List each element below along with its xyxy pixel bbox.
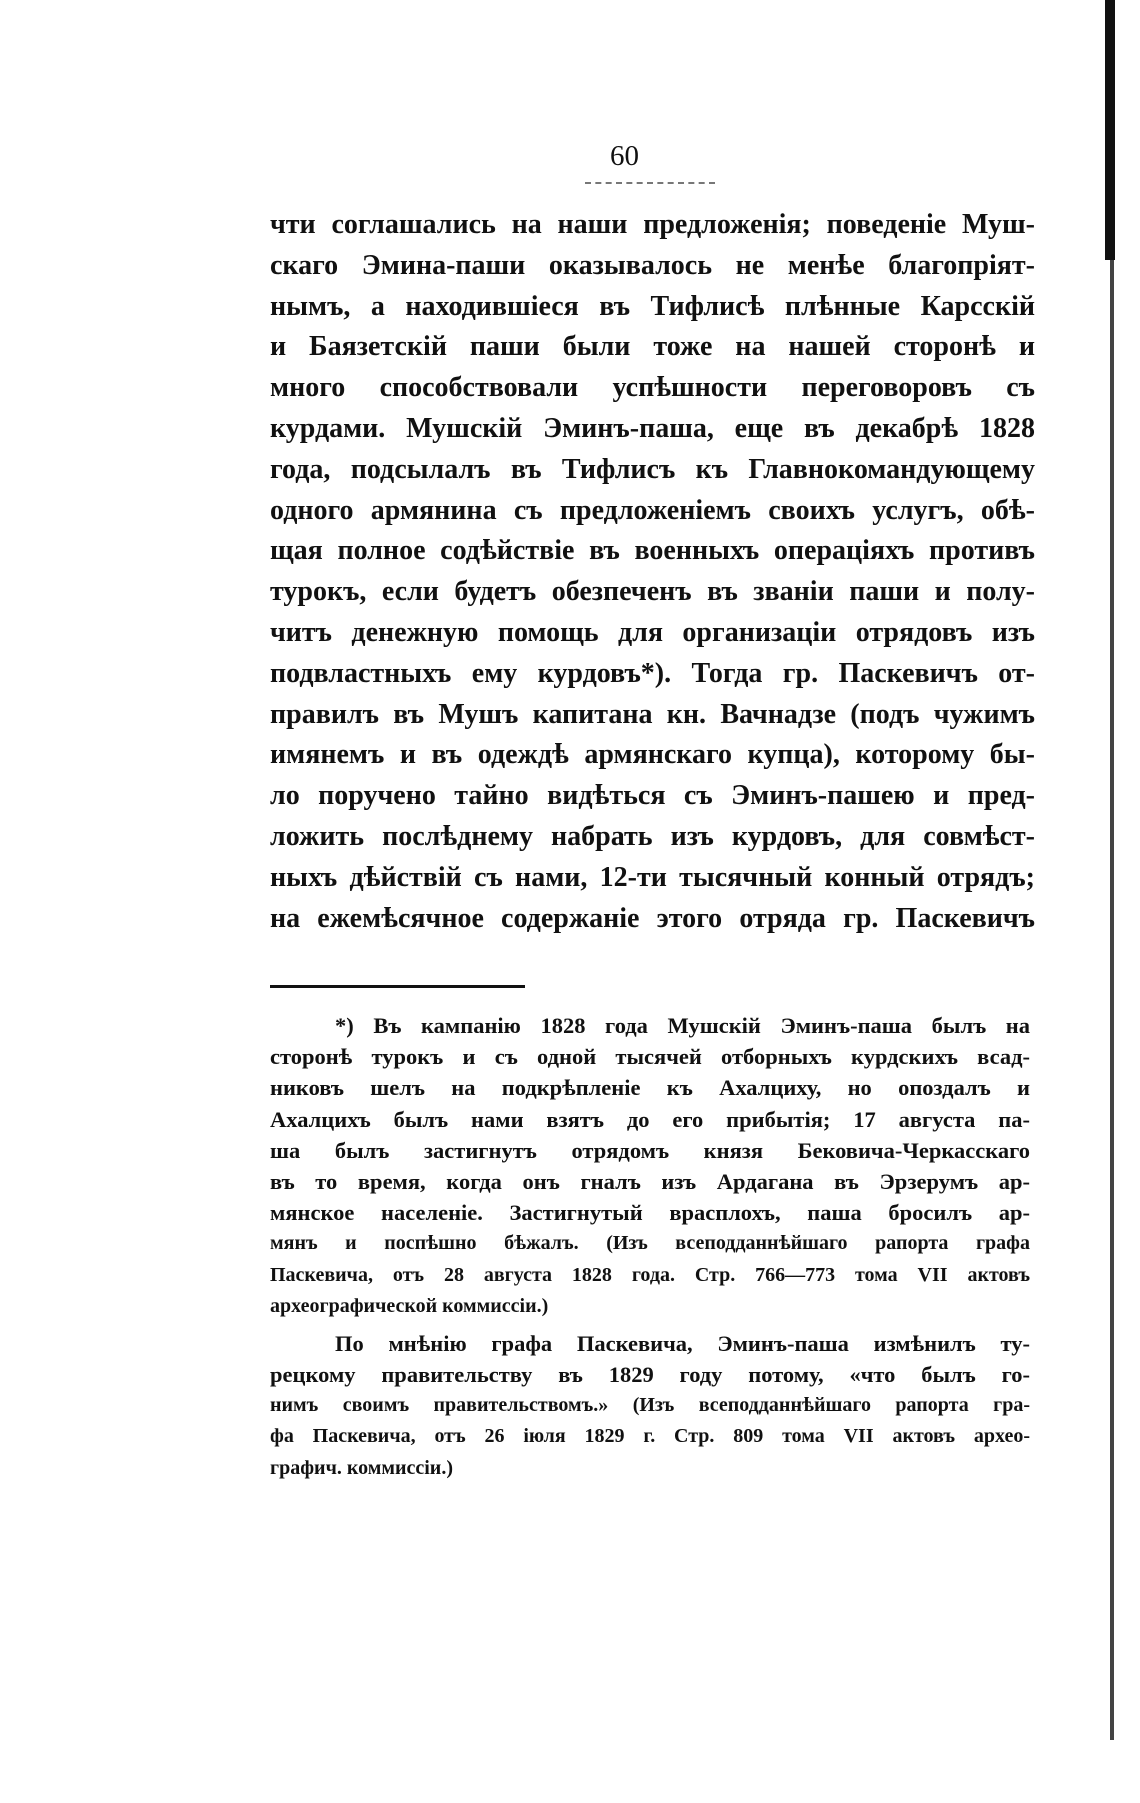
text-line: щая полное содѣйствіе въ военныхъ операціяхъ противъ <box>270 535 1035 567</box>
footnote-line: графич. коммиссіи.) <box>270 1456 453 1479</box>
text-line: чти соглашались на наши предложенія; поведеніе Муш- <box>270 209 1035 240</box>
text-line: турокъ, если будетъ обезпеченъ въ званіи паши и полу- <box>270 576 1035 608</box>
footnote-line: никовъ шелъ на подкрѣпленіе къ Ахалциху, но опоздалъ и <box>270 1075 1030 1101</box>
page-number-rule <box>585 182 715 184</box>
text-line: подвластныхъ ему курдовъ*). Тогда гр. Паскевичъ от- <box>270 657 1035 689</box>
text-line: ложить послѣднему набрать изъ курдовъ, для совмѣст- <box>270 820 1035 852</box>
footnote-line: въ то время, когда онъ гналъ изъ Ардагана въ Эрзерумъ ар- <box>270 1168 1030 1194</box>
text-line: на ежемѣсячное содержаніе этого отряда гр. Паскевичъ <box>270 902 1035 934</box>
footnote-line: Ахалцихъ былъ нами взятъ до его прибытія; 17 августа па- <box>270 1106 1030 1132</box>
footnote-line: По мнѣнію графа Паскевича, Эминъ-паша измѣнилъ ту- <box>335 1330 1030 1356</box>
text-line: скаго Эмина-паши оказывалось не менѣе благопріят- <box>270 249 1035 281</box>
text-line: одного армянина съ предложеніемъ своихъ услугъ, обѣ- <box>270 494 1035 526</box>
footnote-line: нимъ своимъ правительствомъ.» (Изъ всеподданнѣйшаго рапорта гра- <box>270 1394 1030 1417</box>
main-text-block <box>270 205 1035 939</box>
footnote-line: мянское населеніе. Застигнутый врасплохъ, паша бросилъ ар- <box>270 1200 1030 1226</box>
footnote-line: сторонѣ турокъ и съ одной тысячей отборныхъ курдскихъ всад- <box>270 1044 1030 1070</box>
text-line: много способствовали успѣшности переговоровъ съ <box>270 372 1035 404</box>
footnote-line: Паскевича, отъ 28 августа 1828 года. Стр. 766—773 тома VII актовъ <box>270 1263 1030 1286</box>
text-line: нымъ, а находившіеся въ Тифлисѣ плѣнные Карсскій <box>270 290 1035 322</box>
page-edge-line <box>1110 260 1114 1740</box>
text-line: ло поручено тайно видѣться съ Эминъ-пашею и пред- <box>270 780 1035 812</box>
footnote-line: фа Паскевича, отъ 26 іюля 1829 г. Стр. 809 тома VII актовъ архео- <box>270 1425 1030 1448</box>
footnote-line: археографической коммиссіи.) <box>270 1294 549 1317</box>
text-line: года, подсылалъ въ Тифлисъ къ Главнокомандующему <box>270 453 1035 485</box>
text-line: читъ денежную помощь для организаціи отрядовъ изъ <box>270 616 1035 648</box>
footnote-block <box>270 1010 1030 1484</box>
footnote-line: рецкому правительству въ 1829 году потому, «что былъ го- <box>270 1362 1030 1388</box>
text-line: правилъ въ Мушъ капитана кн. Вачнадзе (подъ чужимъ <box>270 698 1035 730</box>
footnote-line: ша былъ застигнутъ отрядомъ князя Бековича-Черкасскаго <box>270 1137 1030 1163</box>
footnote-line: *) Въ кампанію 1828 года Мушскій Эминъ-паша былъ на <box>335 1013 1030 1038</box>
text-line: ныхъ дѣйствій съ нами, 12-ти тысячный конный отрядъ; <box>270 861 1035 893</box>
footnote-line: мянъ и поспѣшно бѣжалъ. (Изъ всеподданнѣйшаго рапорта графа <box>270 1232 1030 1255</box>
text-line: и Баязетскій паши были тоже на нашей сторонѣ и <box>270 331 1035 363</box>
text-line: курдами. Мушскій Эминъ-паша, еще въ декабрѣ 1828 <box>270 412 1035 444</box>
page-edge-shadow <box>1105 0 1115 260</box>
text-line: имянемъ и въ одеждѣ армянскаго купца), которому бы- <box>270 739 1035 771</box>
page-number: 60 <box>610 140 639 172</box>
footnote-separator <box>270 985 525 988</box>
